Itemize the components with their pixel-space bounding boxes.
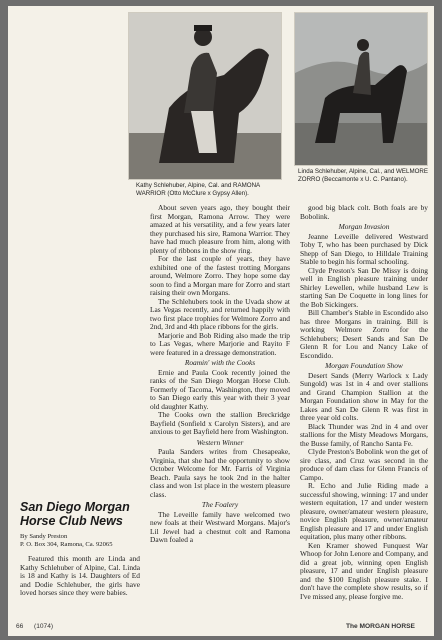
paragraph: R. Echo and Julie Riding made a successful showing, winning: 17 and under western equitation, 17 and under western pleasure, owner/amateur western pleasure, novice English pleasure, owner/amateur English pleasure and 17 and under English equitation, plus many other ribbons. (300, 481, 428, 541)
paragraph: About seven years ago, they bought their first Morgan, Ramona Arrow. They were amazed at his versatility, and a few years later they purchased his sire, Ramona Warrior. They have had much pleasure from him, along with plenty of ribbons in the show ring. (150, 203, 290, 255)
paragraph: Jeanne Leveille delivered Westward Toby T, who has been purchased by Dick Shepp of San Diego, to Hilldale Training Stable to begin his formal schooling. (300, 231, 428, 266)
paragraph: The Cooks own the stallion Breckridge Bayfield (Sonfield x Carolyn Sisters), and are anxious to get Bayfield here from Washington. (150, 410, 290, 436)
section-subheading: Morgan Invasion (338, 222, 390, 231)
paragraph: Bill Chamber's Stable in Escondido also has three Morgans in training. Bill is working Welmore Zorro for the Schlehubers; Desert Sands and San De Glenn R for Lou and Nancy Lake of Escondido. (300, 308, 428, 360)
paragraph: Clyde Preston's San De Missy is doing well in English pleasure training under Shirley Lewellen, while husband Lew is starting San De Coquette in long lines for the Bob Sickingers. (300, 265, 428, 309)
left-photo-caption: Kathy Schlehuber, Alpine, Cal. and RAMONA WARRIOR (Otto McClure x Gypsy Allen). (136, 182, 260, 197)
paragraph: Featured this month are Linda and Kathy Schlehuber of Alpine, Cal. Linda is 18 and Kathy is 14. Daughters of Ed and Dodie Schlehuber, the girls have loved horses since they were babies. (20, 554, 140, 597)
paragraph: good big black colt. Both foals are by Bobolink. (300, 203, 428, 221)
byline: By Sandy Preston (20, 533, 68, 540)
column-right (300, 204, 428, 601)
right-photo-caption: Linda Schlehuber, Alpine, Cal., and WELMORE ZORRO (Beccamonte x U. C. Pantano). (298, 168, 429, 183)
photo-linda-welmore-zorro (294, 12, 428, 166)
paragraph: Marjorie and Bob Riding also made the trip to Las Vegas, where Marjorie and Rayito F were featured in a dressage demonstration. (150, 330, 290, 357)
magazine-page (8, 6, 434, 636)
paragraph: Ernie and Paula Cook recently joined the ranks of the San Diego Morgan Horse Club. Formerly of Tacoma, Washington, they moved to San Diego early this year with their 3 year old daughter Kathy. (150, 367, 290, 411)
photo-kathy-ramona-warrior (128, 12, 282, 180)
paragraph: For the last couple of years, they have exhibited one of the fastest trotting Morgans around, Welmore Zorro. They hope some day soon to find a Morgan mare for Zorro and start raising their own Morgans. (150, 254, 290, 297)
paragraph: Black Thunder was 2nd in 4 and over stallions for the Misty Meadows Morgans, the Busse family, of Rancho Santa Fe. (300, 421, 428, 448)
section-subheading: Western Winner (196, 437, 244, 447)
paragraph: Clyde Preston's Bobolink won the get of sire class, and Cruz was second in the produce of dam class for Glenn Francis of Campo. (300, 447, 428, 482)
section-subheading: Roamin' with the Cooks (184, 358, 256, 367)
issue-number: (1074) (34, 623, 54, 630)
paragraph: Desert Sands (Merry Warlock x Lady Sungold) was 1st in 4 and over stallions and Grand Champion Stallion at the Morgan Foundation show in May for the Lakes and San De Glenn R was first in three year old colts. (300, 370, 428, 422)
section-subheading: The Foalery (201, 500, 239, 509)
paragraph: Ken Kramer showed Funquest War Whoop for John Lenore and Company, and did a great job, winning open English pleasure, 17 and under English pleasure and the $100 English pleasure stake. I don't have the complete show results, so if I've missed any, please forgive me. (300, 540, 428, 601)
magazine-name: The MORGAN HORSE (346, 623, 415, 630)
page-number: 66 (16, 623, 24, 630)
page-title: San Diego Morgan Horse Club News (20, 500, 130, 528)
paragraph: The Schlehubers took in the Uvada show at Las Vegas recently, and returned happily with two first place trophies for Welmore Zorro and 2nd, 3rd and 4th place ribbons for the girls. (150, 296, 290, 331)
address: P. O. Box 304, Ramona, Ca. 92065 (20, 541, 113, 548)
section-subheading: Morgan Foundation Show (325, 361, 403, 370)
paragraph: The Leveille family have welcomed two new foals at their Westward Morgans. Major's Lil Jewel had a chestnut colt and Ramona Dawn foaled a (150, 509, 290, 544)
paragraph: Paula Sanders writes from Chesapeake, Virginia, that she had the opportunity to show October Welcome for Mr. Farris of Virginia Beach. Paula says he took 2nd in the halter class and won 1st place in the western pleasure class. (150, 447, 290, 499)
column-left (20, 555, 140, 598)
column-middle (150, 204, 290, 545)
